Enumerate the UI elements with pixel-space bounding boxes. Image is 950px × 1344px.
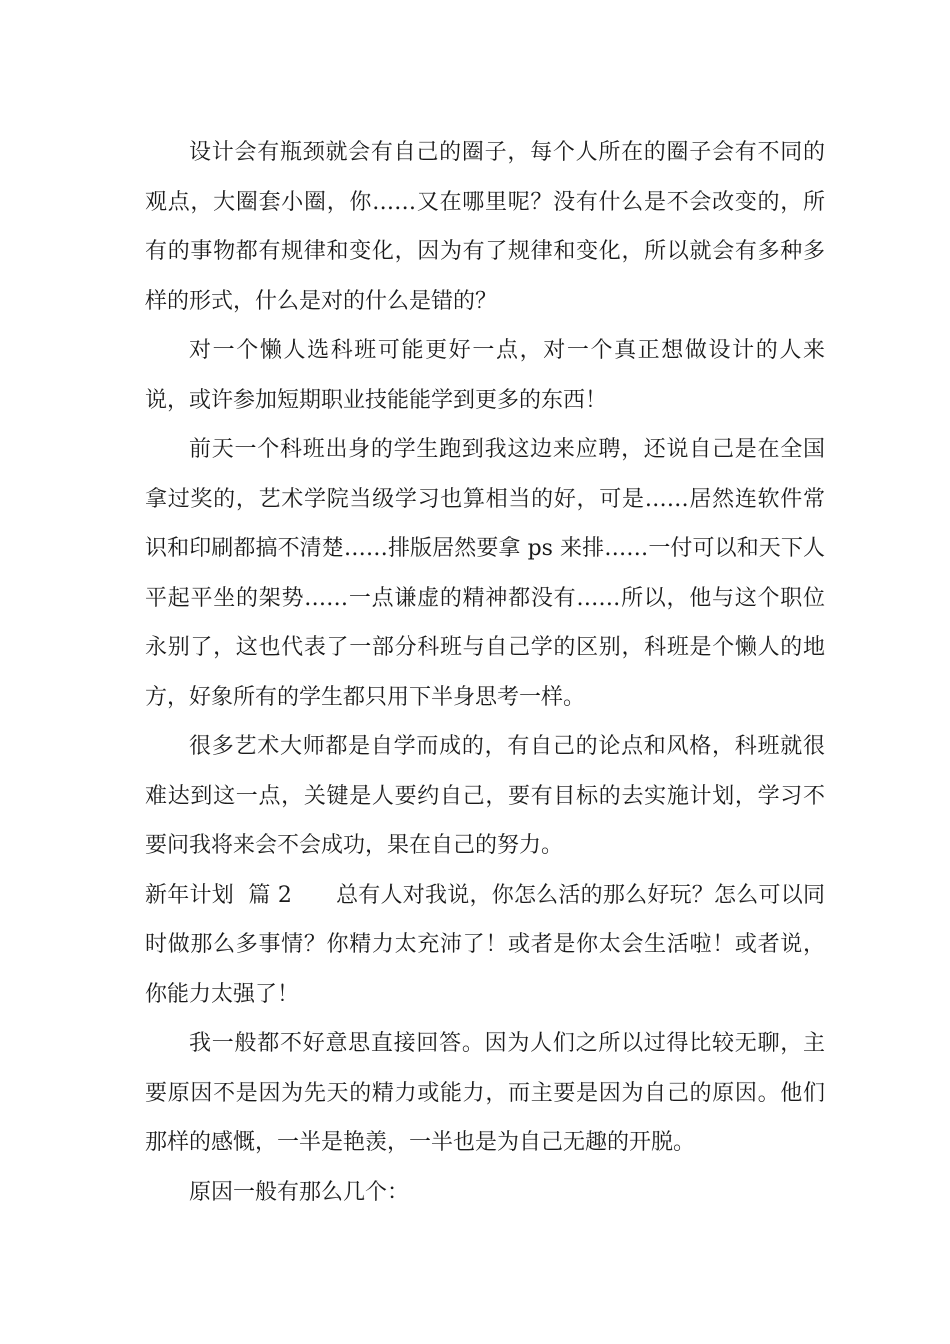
section-heading: 新年计划 篇 2 — [145, 882, 292, 908]
paragraph-2: 对一个懒人选科班可能更好一点，对一个真正想做设计的人来说，或许参加短期职业技能能学到更多的东西！ — [145, 338, 825, 413]
paragraph-1: 设计会有瓶颈就会有自己的圈子，每个人所在的圈子会有不同的观点，大圈套小圈，你……又在哪里呢？没有什么是不会改变的，所有的事物都有规律和变化，因为有了规律和变化，所以就会有多种多样的形式，什么是对的什么是错的？ — [145, 140, 825, 314]
paragraph-4: 很多艺术大师都是自学而成的，有自己的论点和风格，科班就很难达到这一点，关键是人要约自己，要有目标的去实施计划，学习不要问我将来会不会成功，果在自己的努力。 — [145, 734, 825, 858]
paragraph-6: 我一般都不好意思直接回答。因为人们之所以过得比较无聊，主要原因不是因为先天的精力或能力，而主要是因为自己的原因。他们那样的感慨，一半是艳羡，一半也是为自己无趣的开脱。 — [145, 1031, 825, 1155]
paragraph-7: 原因一般有那么几个： — [189, 1179, 410, 1205]
section-first-paragraph: 总有人对我说，你怎么活的那么好玩？怎么可以同时做那么多事情？你精力太充沛了！或者是你太会生活啦！或者说，你能力太强了！ — [145, 882, 825, 1007]
paragraph-3: 前天一个科班出身的学生跑到我这边来应聘，还说自己是在全国拿过奖的，艺术学院当级学习也算相当的好，可是……居然连软件常识和印刷都搞不清楚……排版居然要拿 ps 来排……一付可以和天下人平起平坐的架势……一点谦虚的精神都没有……所以，他与这个职位永别了，这也代表了一部分科班与自己学的区别，科班是个懒人的地方，好象所有的学生都只用下半身思考一样。 — [145, 437, 825, 710]
document-body — [145, 128, 825, 1217]
section-paragraph — [145, 871, 825, 1020]
